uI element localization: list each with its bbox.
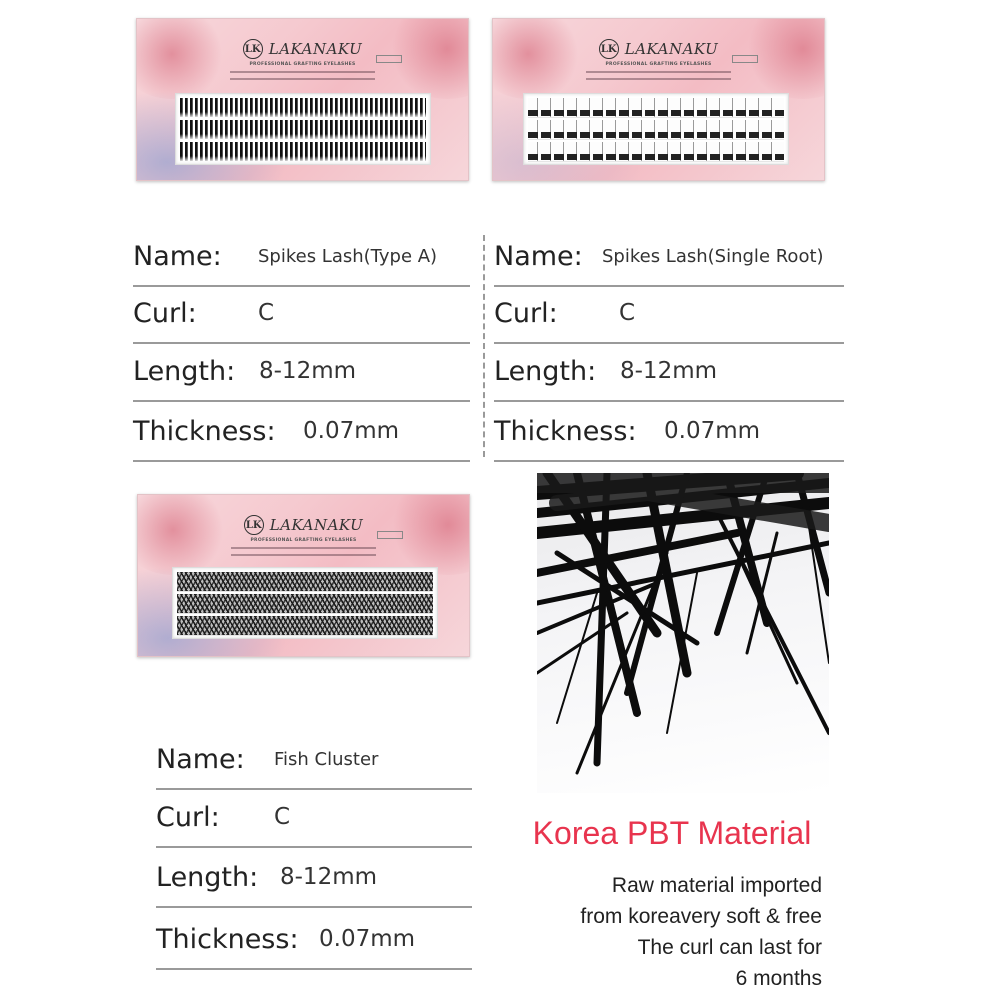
curl-value: C [619,300,636,326]
name-value: Spikes Lash(Type A) [258,245,438,267]
length-value: 8-12mm [259,358,357,384]
spec-table-spikes-lash-single-root [494,227,844,462]
lash-strip [180,98,426,118]
spec-row-curl [156,788,472,848]
spec-row-name [494,227,844,287]
lash-tray [523,93,789,165]
length-label: Length: [494,355,597,387]
code-box [376,55,402,63]
brand-tagline: PROFESSIONAL GRAFTING EYELASHES [605,62,712,67]
brand-logo-icon: LK [244,515,264,535]
column-divider [483,235,485,457]
brand-name: LAKANAKU [268,40,363,58]
spec-row-length [133,342,470,402]
lash-strip [177,572,433,592]
spec-row-curl [494,284,844,344]
lash-strip [180,142,426,162]
curl-value: C [258,300,275,326]
material-title: Korea PBT Material [532,815,812,851]
thickness-label: Thickness: [133,415,276,447]
spec-row-length [156,848,472,908]
brand-logo-icon: LK [243,39,263,59]
lash-strip [177,616,433,636]
material-line: from koreavery soft & free [580,905,822,928]
brand-header [138,515,469,535]
name-value: Fish Cluster [274,748,379,770]
fine-print [586,71,732,85]
name-label: Name: [133,240,222,272]
length-label: Length: [133,355,236,387]
length-value: 8-12mm [280,864,378,890]
lash-tray [175,93,431,165]
spec-row-name [133,227,470,287]
lash-strip [528,142,784,162]
length-label: Length: [156,861,259,893]
material-line: 6 months [735,967,822,990]
material-line: Raw material imported [611,874,822,897]
material-description [502,870,822,994]
curl-label: Curl: [133,297,197,329]
lash-strip [528,98,784,118]
product-image-spikes-lash-type-a [136,18,469,181]
curl-value: C [274,804,291,830]
spec-row-thickness [133,402,470,462]
spec-row-curl [133,284,470,344]
lash-strip [177,594,433,614]
curl-label: Curl: [494,297,558,329]
brand-logo-icon: LK [599,39,619,59]
spec-row-length [494,342,844,402]
brand-name: LAKANAKU [269,516,364,534]
thickness-label: Thickness: [156,923,299,955]
product-image-fish-cluster [137,494,470,657]
curl-label: Curl: [156,801,220,833]
thickness-label: Thickness: [494,415,637,447]
material-line: The curl can last for [637,936,822,959]
spec-row-name [156,730,472,790]
brand-tagline: PROFESSIONAL GRAFTING EYELASHES [249,62,356,67]
spec-table-spikes-lash-type-a [133,227,470,462]
thickness-value: 0.07mm [664,418,761,444]
fine-print [231,547,377,561]
brand-header [137,39,468,59]
brand-name: LAKANAKU [624,40,719,58]
code-box [732,55,758,63]
spec-row-thickness [494,402,844,462]
name-label: Name: [494,240,583,272]
thickness-value: 0.07mm [303,418,400,444]
name-value: Spikes Lash(Single Root) [602,245,824,267]
spec-row-thickness [156,910,472,970]
lash-fibers-icon [537,473,829,793]
code-box [377,531,403,539]
lash-closeup-photo [537,473,829,793]
name-label: Name: [156,743,245,775]
brand-header [493,39,824,59]
lash-strip [180,120,426,140]
fine-print [230,71,376,85]
lash-tray [172,567,438,639]
lash-strip [528,120,784,140]
product-image-spikes-lash-single-root [492,18,825,181]
length-value: 8-12mm [620,358,718,384]
spec-table-fish-cluster [156,730,472,970]
thickness-value: 0.07mm [319,926,416,952]
brand-tagline: PROFESSIONAL GRAFTING EYELASHES [250,538,357,543]
